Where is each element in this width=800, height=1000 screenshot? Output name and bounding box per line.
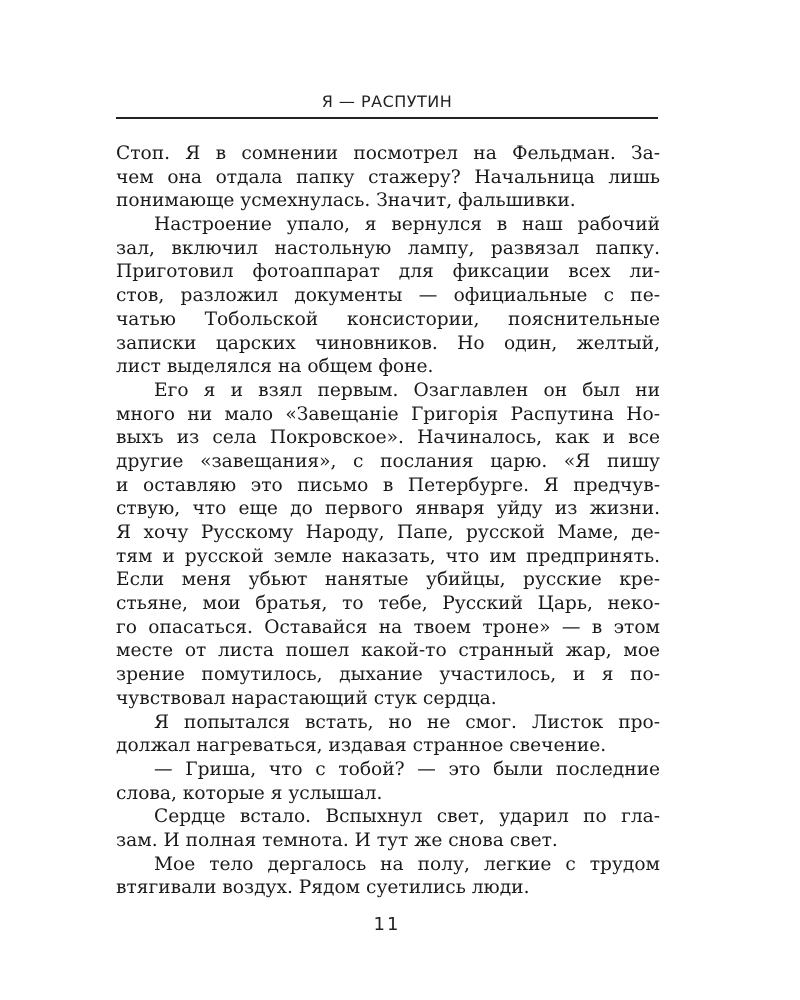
text-line: слова, которые я услышал. bbox=[116, 782, 383, 804]
text-line: тям и русской земле наказать, что им предпринять. bbox=[116, 545, 660, 567]
text-line: Если меня убьют нанятые убийцы, русские кре- bbox=[116, 569, 660, 591]
text-line: Его я и взял первым. Озаглавлен он был ни bbox=[154, 379, 660, 401]
text-line: стов, разложил документы — официальные с пе- bbox=[116, 285, 660, 307]
text-line: месте от листа пошел какой-то странный жар, мое bbox=[116, 640, 660, 662]
header-rule bbox=[116, 117, 658, 119]
page-number: 11 bbox=[373, 914, 401, 935]
text-line: зам. И полная темнота. И тут же снова свет. bbox=[116, 829, 558, 851]
body-text bbox=[116, 142, 660, 900]
text-line: зрение помутилось, дыхание участилось, и я по- bbox=[116, 664, 660, 686]
text-line: Стоп. Я в сомнении посмотрел на Фельдман. За- bbox=[116, 143, 660, 164]
text-line: втягивали воздух. Рядом суетились люди. bbox=[116, 877, 530, 899]
text-line: много ни мало «Завещанiе Григорiя Распутина Но- bbox=[116, 403, 660, 425]
text-line: понимающе усмехнулась. Значит, фальшивки. bbox=[116, 190, 576, 212]
text-line: ствую, что еще до первого января уйду из жизни. bbox=[116, 498, 660, 520]
text-line: выхъ из села Покровское». Начиналось, как и все bbox=[116, 427, 660, 449]
text-line: лист выделялся на общем фоне. bbox=[116, 356, 434, 378]
text-line: го опасаться. Оставайся на твоем троне» — в этом bbox=[116, 616, 660, 638]
text-line: — Гриша, что с тобой? — это были последние bbox=[154, 758, 660, 780]
text-line: и оставляю это письмо в Петербурге. Я предчув- bbox=[116, 474, 660, 496]
text-line: Я попытался встать, но не смог. Листок про- bbox=[154, 711, 660, 733]
text-line: чувствовал нарастающий стук сердца. bbox=[116, 687, 497, 709]
text-line: записки царских чиновников. Но один, желтый, bbox=[116, 332, 660, 354]
text-line: зал, включил настольную лампу, развязал папку. bbox=[116, 237, 660, 259]
text-line: должал нагреваться, издавая странное свечение. bbox=[116, 735, 607, 757]
text-line: чем она отдала папку стажеру? Начальница лишь bbox=[116, 166, 660, 188]
running-head: Я — РАСПУТИН bbox=[321, 92, 453, 111]
text-line: Я хочу Русскому Народу, Папе, русской Маме, де- bbox=[116, 522, 660, 543]
text-line: Сердце встало. Вспыхнул свет, ударил по гла- bbox=[154, 806, 660, 828]
text-line: Настроение упало, я вернулся в наш рабочий bbox=[154, 214, 660, 236]
text-line: Мое тело дергалось на полу, легкие с трудом bbox=[154, 853, 660, 875]
text-line: чатью Тобольской консистории, пояснительные bbox=[116, 308, 660, 330]
text-line: стьяне, мои братья, то тебе, Русский Царь, неко- bbox=[116, 593, 660, 615]
text-line: другие «завещания», с послания царю. «Я пишу bbox=[116, 450, 660, 472]
text-line: Приготовил фотоаппарат для фиксации всех ли- bbox=[116, 261, 660, 283]
